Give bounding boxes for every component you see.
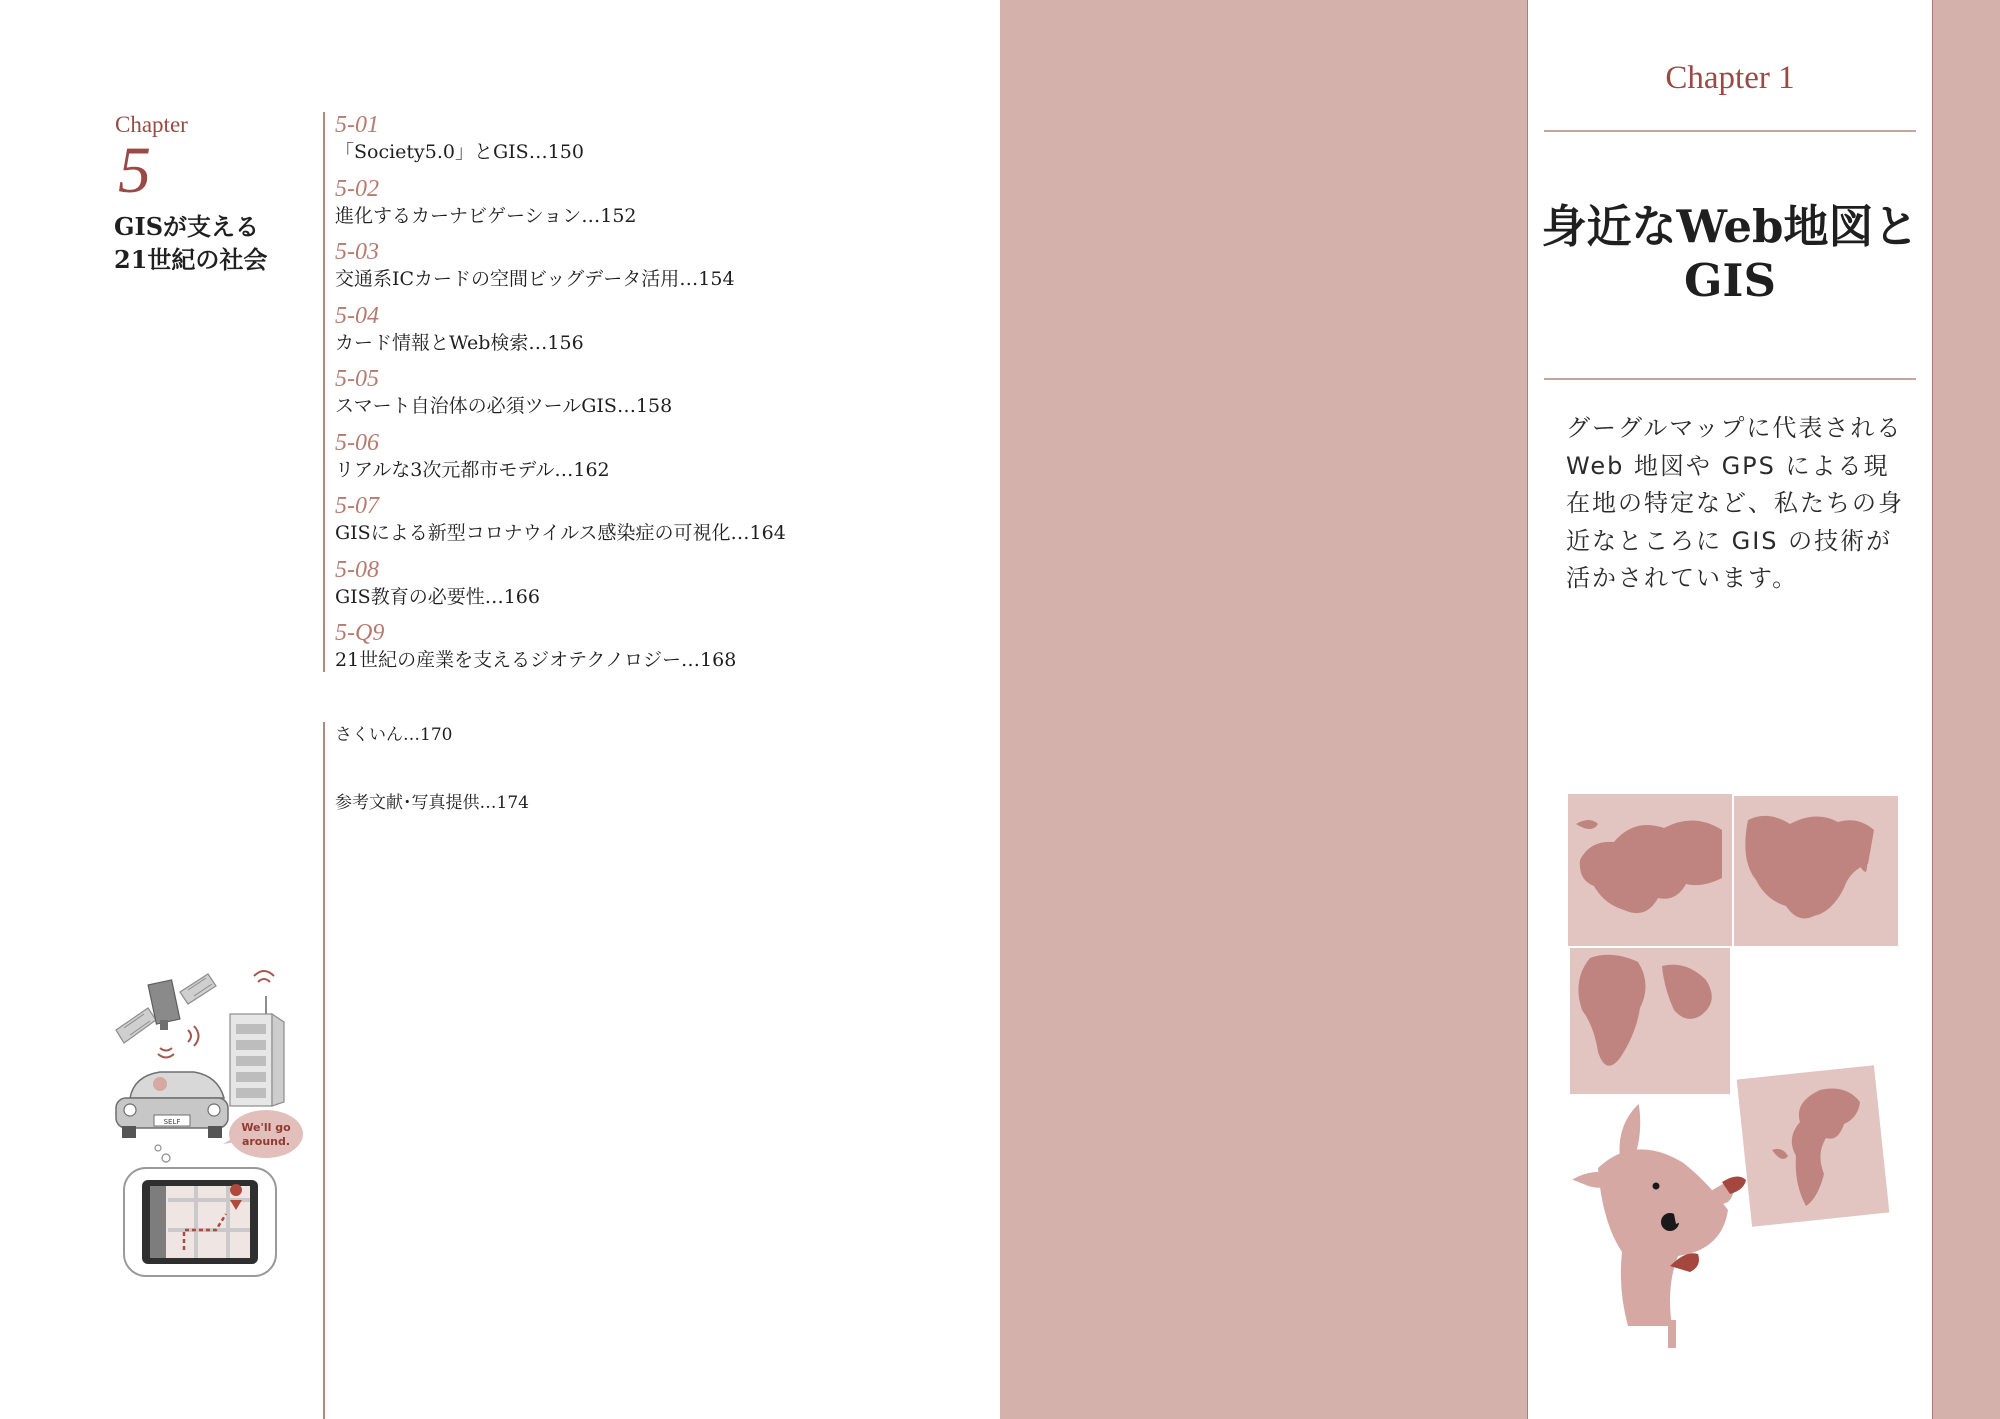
license-plate-text: SELF xyxy=(163,1118,181,1126)
toc-item-number: 5-03 xyxy=(335,239,379,265)
toc-item-title: リアルな3次元都市モデル…162 xyxy=(335,458,610,481)
chapter-number: 5 xyxy=(118,134,151,207)
description-line: グーグルマップに代表される xyxy=(1566,414,1903,442)
right-title-line2: GIS xyxy=(1684,254,1776,307)
toc-item-title: GIS教育の必要性…166 xyxy=(335,585,540,608)
toc-item[interactable] xyxy=(335,366,1035,430)
toc-item-number: 5-02 xyxy=(335,175,379,202)
toc-item-title: 進化するカーナビゲーション…152 xyxy=(335,204,637,227)
band-edge-rule-right xyxy=(1932,0,1933,1419)
references-entry[interactable]: 参考文献･写真提供…174 xyxy=(335,793,529,813)
right-title-line1: 身近なWeb地図と xyxy=(1541,200,1919,253)
toc-item-title: カード情報とWeb検索…156 xyxy=(335,331,584,354)
building-icon xyxy=(230,996,284,1106)
toc-item-number: 5-06 xyxy=(335,429,379,456)
toc-item-title: 「Society5.0」とGIS…150 xyxy=(335,141,584,163)
satellite-icon xyxy=(116,974,216,1043)
chapter-description xyxy=(1566,410,1904,598)
toc-item-number: 5-Q9 xyxy=(335,620,385,646)
spread-band-right xyxy=(1932,0,2000,1419)
toc-item[interactable] xyxy=(335,557,1035,621)
toc-item[interactable] xyxy=(335,620,1035,684)
description-line: 在地の特定など、私たちの身 xyxy=(1566,489,1904,517)
toc-item[interactable] xyxy=(335,303,1035,367)
world-map-tiles-illustration xyxy=(1562,790,1907,1355)
description-line: 近なところに GIS の技術が xyxy=(1566,526,1893,555)
toc-item-title: 交通系ICカードの空間ビッグデータ活用…154 xyxy=(335,268,735,290)
speech-line2: around. xyxy=(241,1135,291,1148)
toc-item-number: 5-05 xyxy=(335,366,379,392)
toc-item[interactable] xyxy=(335,430,1035,494)
index-entry[interactable]: さくいん…170 xyxy=(335,725,453,745)
deer-character-icon xyxy=(1568,1100,1746,1348)
spread-band-center xyxy=(1000,0,1528,1419)
toc-item-number: 5-01 xyxy=(335,112,379,138)
speech-line1: We'll go xyxy=(241,1121,291,1134)
map-tile xyxy=(1737,1065,1890,1227)
map-tile xyxy=(1570,948,1730,1094)
map-tile xyxy=(1568,794,1732,946)
toc-item-title: GISによる新型コロナウイルス感染症の可視化…164 xyxy=(335,522,786,544)
toc-item-number: 5-04 xyxy=(335,302,379,329)
toc-divider xyxy=(323,112,325,672)
toc-item[interactable] xyxy=(335,112,1035,176)
toc-item-title: 21世紀の産業を支えるジオテクノロジー…168 xyxy=(335,649,737,671)
toc-item[interactable] xyxy=(335,176,1035,240)
toc-divider-lower xyxy=(323,722,325,1419)
map-tile xyxy=(1734,796,1898,946)
car-icon xyxy=(116,1072,228,1138)
chapter-title xyxy=(114,210,314,276)
chapter-label: Chapter xyxy=(115,112,188,137)
toc-item[interactable] xyxy=(335,493,1035,557)
chapter-title-line2: 21世紀の社会 xyxy=(114,245,268,274)
toc-item-number: 5-08 xyxy=(335,556,379,583)
title-rule-bottom xyxy=(1544,378,1916,380)
toc-item-title: スマート自治体の必須ツールGIS…158 xyxy=(335,395,673,417)
navigation-device-icon xyxy=(124,1145,276,1276)
description-line: Web 地図や GPS による現 xyxy=(1566,451,1890,480)
description-line: 活かされています。 xyxy=(1566,564,1799,592)
toc-item-number: 5-07 xyxy=(335,493,379,519)
toc-item[interactable] xyxy=(335,239,1035,303)
right-chapter-label: Chapter 1 xyxy=(1665,60,1795,96)
right-page-title xyxy=(1528,200,1932,308)
speech-bubble xyxy=(223,1110,303,1158)
title-rule-top xyxy=(1544,130,1916,132)
car-navigation-illustration xyxy=(108,968,313,1288)
chapter-title-line1: GISが支える xyxy=(114,212,260,241)
table-of-contents xyxy=(335,112,1035,684)
